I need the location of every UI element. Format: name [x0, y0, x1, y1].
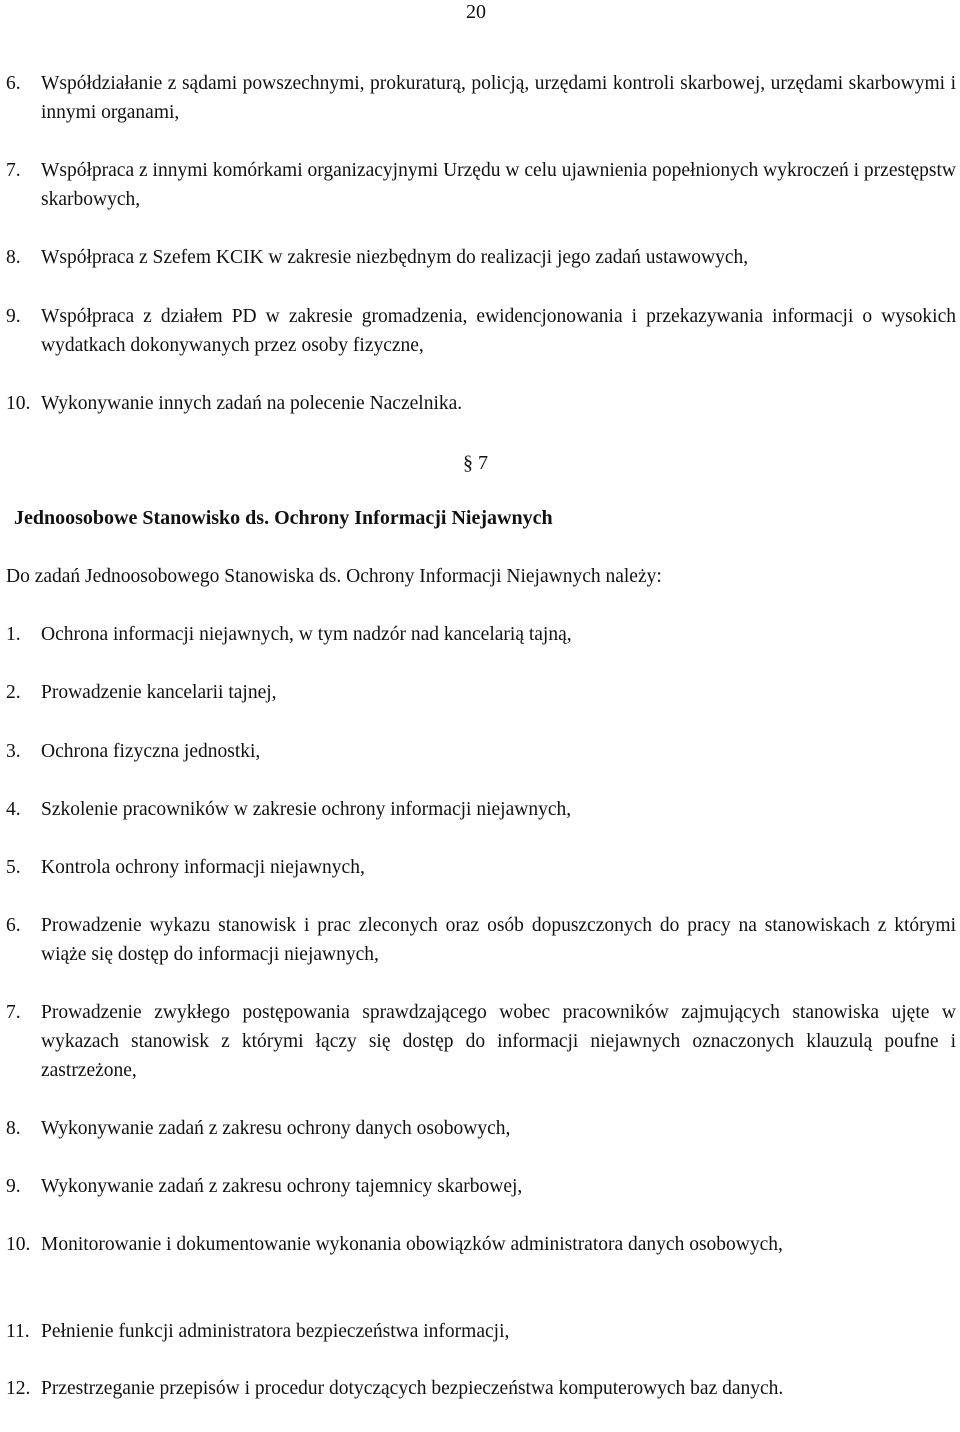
- list-item: [6, 678, 956, 707]
- list-item-number: 1.: [6, 624, 21, 645]
- list-item-number: 7.: [6, 160, 21, 181]
- list-item-number: 10.: [6, 1234, 31, 1255]
- list-item-text: Współpraca z działem PD w zakresie gromadzenia, ewidencjonowania i przekazywania informacji o wysokich wydatkach dokonywanych przez osoby fizyczne,: [41, 306, 956, 356]
- list-item-text: Szkolenie pracowników w zakresie ochrony informacji niejawnych,: [41, 799, 572, 820]
- list-item-number: 8.: [6, 247, 21, 268]
- list-item: [6, 1317, 956, 1346]
- section-title: Jednoosobowe Stanowisko ds. Ochrony Informacji Niejawnych: [14, 507, 553, 529]
- list-item-text: Monitorowanie i dokumentowanie wykonania obowiązków administratora danych osobowych,: [41, 1234, 783, 1255]
- list-item-number: 9.: [6, 1176, 21, 1197]
- list-item-text: Kontrola ochrony informacji niejawnych,: [41, 857, 365, 878]
- list-item-number: 3.: [6, 741, 21, 762]
- list-item-text: Ochrona informacji niejawnych, w tym nadzór nad kancelarią tajną,: [41, 624, 572, 645]
- list-item-number: 5.: [6, 857, 21, 878]
- list-item-number: 6.: [6, 915, 21, 936]
- list-item-number: 6.: [6, 73, 21, 94]
- list-item-number: 11.: [6, 1321, 30, 1342]
- list-item-number: 10.: [6, 393, 31, 414]
- list-item-text: Wykonywanie innych zadań na polecenie Naczelnika.: [41, 393, 463, 414]
- list-item-text: Wykonywanie zadań z zakresu ochrony tajemnicy skarbowej,: [41, 1176, 523, 1197]
- list-item: [6, 69, 956, 127]
- list-item-text: Wykonywanie zadań z zakresu ochrony danych osobowych,: [41, 1118, 511, 1139]
- list-item-text: Prowadzenie zwykłego postępowania sprawdzającego wobec pracowników zajmujących stanowiska ujęte w wykazach stanowisk z którymi łączy się dostęp do informacji niejawnych oznaczonych klauzulą poufne i zastrzeżone,: [41, 1002, 956, 1081]
- page-number: 20: [466, 1, 486, 23]
- list-item-text: Przestrzeganie przepisów i procedur dotyczących bezpieczeństwa komputerowych baz danych.: [41, 1378, 784, 1399]
- list-item: [6, 1374, 956, 1403]
- list-item: [6, 795, 956, 824]
- list-item-text: Prowadzenie kancelarii tajnej,: [41, 682, 277, 703]
- list-item-number: 2.: [6, 682, 21, 703]
- section-intro: Do zadań Jednoosobowego Stanowiska ds. Ochrony Informacji Niejawnych należy:: [6, 566, 662, 587]
- list-item-number: 12.: [6, 1378, 31, 1399]
- list-item: [6, 853, 956, 882]
- list-item-text: Współpraca z innymi komórkami organizacyjnymi Urzędu w celu ujawnienia popełnionych wykroczeń i przestępstw skarbowych,: [41, 160, 956, 210]
- list-item: [6, 1230, 956, 1259]
- list-item: [6, 737, 956, 766]
- list-item-text: Prowadzenie wykazu stanowisk i prac zleconych oraz osób dopuszczonych do pracy na stanowiskach z którymi wiąże się dostęp do informacji niejawnych,: [41, 915, 956, 965]
- list-item: [6, 911, 956, 969]
- list-item: [6, 302, 956, 360]
- list-item: [6, 243, 956, 272]
- list-item: [6, 389, 956, 418]
- list-item-number: 8.: [6, 1118, 21, 1139]
- list-item-number: 4.: [6, 799, 21, 820]
- section-sign: § 7: [463, 452, 488, 474]
- list-item: [6, 1172, 956, 1201]
- list-item: [6, 156, 956, 214]
- list-item: [6, 998, 956, 1085]
- list-item: [6, 620, 956, 649]
- list-item-text: Ochrona fizyczna jednostki,: [41, 741, 261, 762]
- list-item-text: Współdziałanie z sądami powszechnymi, prokuraturą, policją, urzędami kontroli skarbowej, urzędami skarbowymi i innymi organami,: [41, 73, 956, 123]
- list-item-text: Pełnienie funkcji administratora bezpieczeństwa informacji,: [41, 1321, 510, 1342]
- list-item: [6, 1114, 956, 1143]
- list-item-text: Współpraca z Szefem KCIK w zakresie niezbędnym do realizacji jego zadań ustawowych,: [41, 247, 749, 268]
- list-item-number: 7.: [6, 1002, 21, 1023]
- list-item-number: 9.: [6, 306, 21, 327]
